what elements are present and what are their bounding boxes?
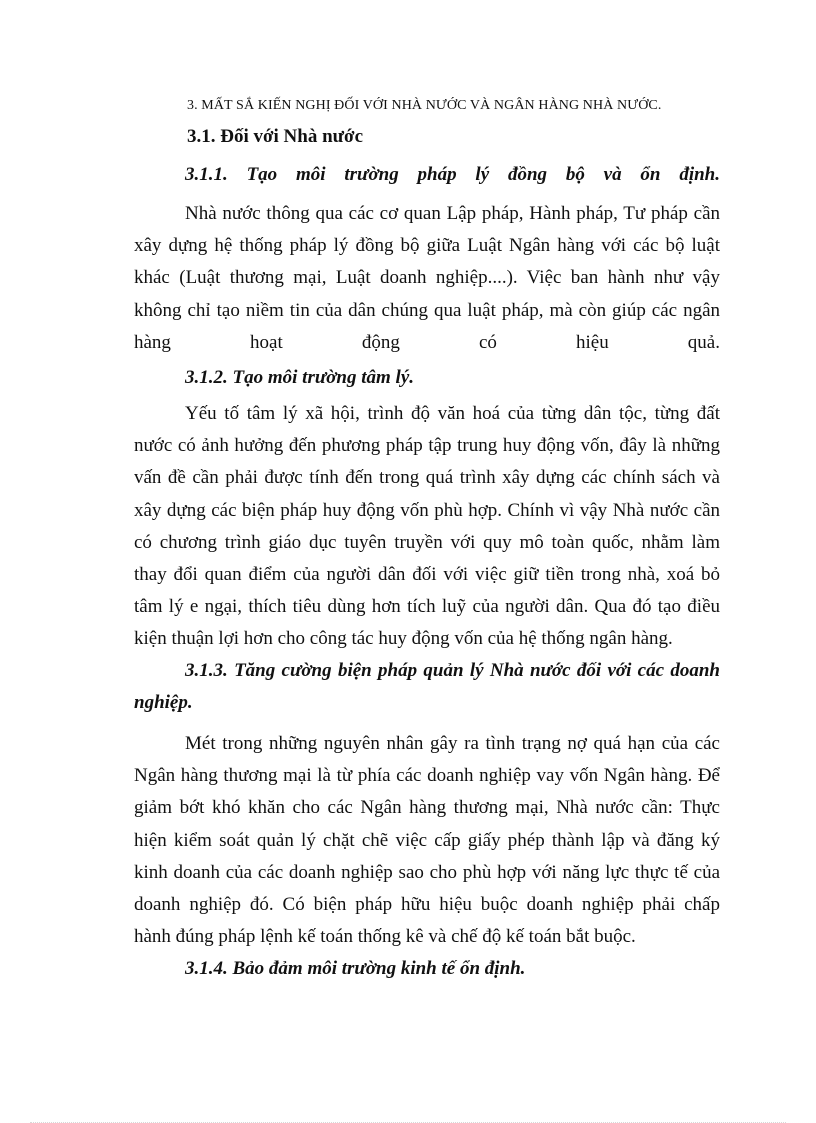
paragraph-line: thay đổi quan điểm của người dân đối với việc giữ tiền trong nhà, xoá bỏ	[134, 563, 720, 585]
heading-3-1-4: 3.1.4. Bảo đảm môi trường kinh tế ổn định.	[185, 958, 526, 979]
paragraph-2	[134, 398, 720, 656]
paragraph-line: giảm bớt khó khăn cho các Ngân hàng thương mại, Nhà nước cần: Thực	[134, 797, 720, 819]
paragraph-3	[134, 728, 720, 953]
heading-3-1-2: 3.1.2. Tạo môi trường tâm lý.	[185, 367, 415, 388]
paragraph-line: nước có ảnh hưởng đến phương pháp tập trung huy động vốn, đây là những	[134, 435, 720, 457]
paragraph-line: hàng hoạt động có hiệu quả.	[134, 331, 720, 353]
paragraph-line: có chương trình giáo dục tuyên truyền với quy mô toàn quốc, nhằm làm	[134, 531, 720, 553]
subsection-heading: 3.1. Đối với Nhà nước	[187, 126, 364, 147]
section-heading: 3. MẤT SẮ KIẾN NGHỊ ĐỐI VỚI NHÀ NƯỚC VÀ NGÂN HÀNG NHÀ NƯỚC.	[187, 98, 662, 113]
paragraph-line: tâm lý e ngại, thích tiêu dùng hơn tích luỹ của người dân. Qua đó tạo điều	[134, 596, 720, 618]
heading-3-1-3: 3.1.3. Tăng cường biện pháp quản lý Nhà nước đối với các doanh nghiệp.	[134, 660, 720, 714]
paragraph-line: Ngân hàng thương mại là từ phía các doanh nghiệp vay vốn Ngân hàng. Để	[134, 765, 720, 787]
paragraph-1	[134, 198, 720, 359]
paragraph-line: vấn đề cần phải được tính đến trong quá trình xây dựng các chính sách và	[134, 467, 720, 489]
paragraph-line: Mét trong những nguyên nhân gây ra tình trạng nợ quá hạn của các	[185, 733, 720, 754]
paragraph-line: kiện thuận lợi hơn cho công tác huy động vốn của hệ thống ngân hàng.	[134, 628, 673, 650]
paragraph-line: hành đúng pháp lệnh kế toán thống kê và chế độ kế toán bắt buộc.	[134, 926, 636, 948]
paragraph-line: xây dựng hệ thống pháp lý đồng bộ giữa Luật Ngân hàng với các bộ luật	[134, 235, 720, 257]
paragraph-line: không chỉ tạo niềm tin của dân chúng qua luật pháp, mà còn giúp các ngân	[134, 299, 720, 321]
paragraph-line: hiện kiểm soát quản lý chặt chẽ việc cấp giấy phép thành lập và đăng ký	[134, 829, 720, 851]
paragraph-line: Yếu tố tâm lý xã hội, trình độ văn hoá của từng dân tộc, từng đất	[185, 403, 720, 424]
paragraph-line: doanh nghiệp đó. Có biện pháp hữu hiệu buộc doanh nghiệp phải chấp	[134, 893, 720, 915]
paragraph-line: xây dựng các biện pháp huy động vốn phù hợp. Chính vì vậy Nhà nước cần	[134, 499, 720, 521]
paragraph-line: kinh doanh của các doanh nghiệp sao cho phù hợp với năng lực thực tế của	[134, 861, 720, 883]
paragraph-line: khác (Luật thương mại, Luật doanh nghiệp....). Việc ban hành như vậy	[134, 267, 720, 289]
paragraph-line: Nhà nước thông qua các cơ quan Lập pháp, Hành pháp, Tư pháp cần	[185, 203, 720, 224]
heading-3-1-1: 3.1.1. Tạo môi trường pháp lý đồng bộ và ổn định.	[185, 164, 720, 185]
